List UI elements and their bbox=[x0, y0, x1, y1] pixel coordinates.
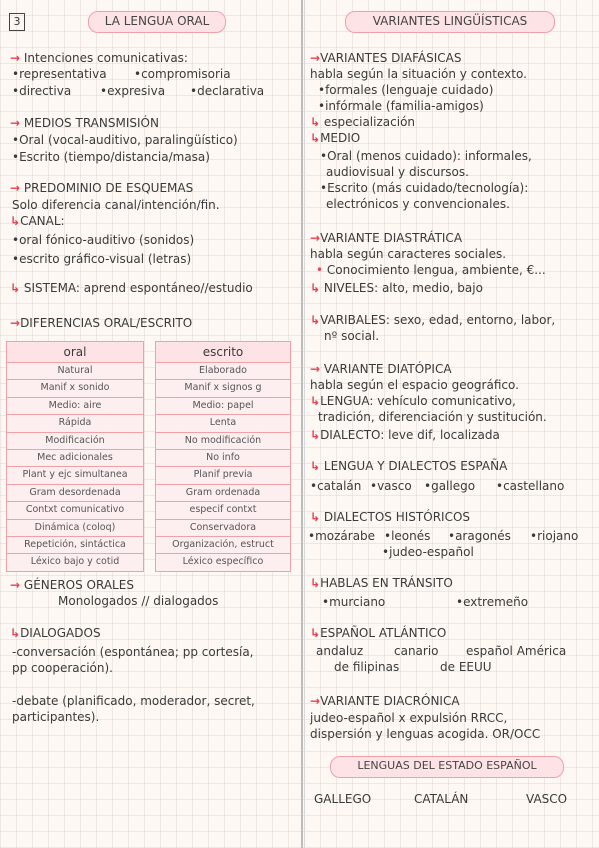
conversacion-line: -conversación (espontánea; pp cortesía, bbox=[12, 645, 254, 659]
oral-table-cell: Plant y ejc simultanea bbox=[7, 467, 143, 484]
predominio-line: Solo diferencia canal/intención/fin. bbox=[12, 198, 220, 212]
diatopica-line: habla según el espacio geográfico. bbox=[310, 378, 519, 392]
historico-item: •mozárabe bbox=[308, 529, 376, 543]
dialogados-heading: ↳DIALOGADOS bbox=[10, 626, 101, 640]
atlantico-item: español América bbox=[466, 644, 567, 658]
estado-item: CATALÁN bbox=[414, 792, 469, 806]
escrito-table-cell: Conservadora bbox=[156, 520, 290, 537]
lengua-dialectos-heading: ↳ LENGUA Y DIALECTOS ESPAÑA bbox=[310, 459, 508, 473]
oral-table-cell: Gram desordenada bbox=[7, 485, 143, 502]
variables-line: ↳VARIBALES: sexo, edad, entorno, labor, bbox=[310, 313, 556, 327]
estado-title: LENGUAS DEL ESTADO ESPAÑOL bbox=[330, 756, 564, 778]
escrito-table-cell: Manif x signos g bbox=[156, 380, 290, 397]
arrow-icon: → bbox=[10, 116, 21, 130]
diafasicas-item: •formales (lenguaje cuidado) bbox=[318, 83, 494, 97]
diastratica-heading: →VARIANTE DIASTRÁTICA bbox=[310, 231, 463, 245]
diacronica-line: judeo-español x expulsión RRCC, bbox=[310, 711, 508, 725]
escrito-table-cell: Medio: papel bbox=[156, 398, 290, 415]
escrito-table-cell: Elaborado bbox=[156, 363, 290, 380]
diafasicas-line: habla según la situación y contexto. bbox=[310, 67, 527, 81]
page-divider-shadow bbox=[304, 0, 305, 848]
oral-table-cell: Medio: aire bbox=[7, 398, 143, 415]
escrito-table-cell: No info bbox=[156, 450, 290, 467]
oral-table-cell: Contxt comunicativo bbox=[7, 502, 143, 519]
atlantico-item: de EEUU bbox=[440, 660, 492, 674]
intenciones-heading: → Intenciones comunicativas: bbox=[10, 51, 188, 65]
arrow-icon: → bbox=[10, 181, 21, 195]
historico-item: •leonés bbox=[384, 529, 431, 543]
especializacion-line: ↳ especialización bbox=[310, 115, 416, 129]
intenciones-item: •declarativa bbox=[190, 84, 265, 98]
lengua-line: ↳LENGUA: vehículo comunicativo, bbox=[310, 394, 516, 408]
niveles-line: ↳ NIVELES: alto, medio, bajo bbox=[310, 281, 483, 295]
atlantico-heading: ↳ESPAÑOL ATLÁNTICO bbox=[310, 626, 447, 640]
intenciones-item: •compromisoria bbox=[134, 67, 231, 81]
curved-arrow-icon: ↳ bbox=[310, 576, 321, 590]
medio-oral: •Oral (menos cuidado): informales, bbox=[320, 149, 532, 163]
escrito-table-cell: No modificación bbox=[156, 433, 290, 450]
oral-table-cell: Repetición, sintáctica bbox=[7, 537, 143, 554]
curved-arrow-icon: ↳ bbox=[310, 115, 321, 129]
lengua-item: •catalán bbox=[310, 479, 362, 493]
estado-item: GALLEGO bbox=[314, 792, 372, 806]
intenciones-item: •representativa bbox=[12, 67, 107, 81]
escrito-table bbox=[155, 341, 291, 572]
page-number: 3 bbox=[9, 13, 25, 31]
generos-heading: → GÉNEROS ORALES bbox=[10, 578, 134, 592]
oral-table-header: oral bbox=[7, 342, 143, 363]
medios-heading: → MEDIOS TRANSMISIÓN bbox=[10, 116, 159, 130]
lengua-item: •vasco bbox=[370, 479, 412, 493]
escrito-table-cell: especif contxt bbox=[156, 502, 290, 519]
arrow-icon: → bbox=[310, 231, 321, 245]
medio-oral: audiovisual y discursos. bbox=[326, 165, 469, 179]
arrow-icon: → bbox=[10, 316, 21, 330]
curved-arrow-icon: ↳ bbox=[10, 214, 21, 228]
canal-item: •oral fónico-auditivo (sonidos) bbox=[12, 233, 195, 247]
estado-item: VASCO bbox=[526, 792, 568, 806]
transito-item: •murciano bbox=[322, 595, 386, 609]
diastratica-item: • Conocimiento lengua, ambiente, €... bbox=[316, 263, 546, 277]
dialecto-line: ↳DIALECTO: leve dif, localizada bbox=[310, 428, 500, 442]
debate-line: participantes). bbox=[12, 710, 100, 724]
atlantico-item: de filipinas bbox=[334, 660, 400, 674]
transito-item: •extremeño bbox=[456, 595, 529, 609]
arrow-icon: → bbox=[10, 578, 21, 592]
medio-heading: ↳MEDIO bbox=[310, 131, 361, 145]
arrow-icon: → bbox=[310, 51, 321, 65]
oral-table-cell: Modificación bbox=[7, 433, 143, 450]
medio-escrito: •Escrito (más cuidado/tecnología): bbox=[320, 181, 529, 195]
oral-table-cell: Rápida bbox=[7, 415, 143, 432]
diafasicas-heading: →VARIANTES DIAFÁSICAS bbox=[310, 51, 462, 65]
left-title: LA LENGUA ORAL bbox=[88, 11, 226, 33]
sistema-line: ↳ SISTEMA: aprend espontáneo//estudio bbox=[10, 281, 253, 295]
variables-line: nº social. bbox=[324, 329, 380, 343]
historico-item: •aragonés bbox=[448, 529, 511, 543]
atlantico-item: canario bbox=[394, 644, 439, 658]
generos-sub: Monologados // dialogados bbox=[58, 594, 219, 608]
predominio-heading: → PREDOMINIO DE ESQUEMAS bbox=[10, 181, 194, 195]
curved-arrow-icon: ↳ bbox=[310, 131, 321, 145]
lengua-line: tradición, diferenciación y sustitución. bbox=[318, 410, 547, 424]
transito-heading: ↳HABLAS EN TRÁNSITO bbox=[310, 576, 453, 590]
escrito-table-cell: Léxico específico bbox=[182, 556, 264, 568]
diacronica-heading: →VARIANTE DIACRÓNICA bbox=[310, 694, 460, 708]
diastratica-line: habla según caracteres sociales. bbox=[310, 247, 507, 261]
debate-line: -debate (planificado, moderador, secret, bbox=[12, 694, 255, 708]
historicos-heading: ↳ DIALECTOS HISTÓRICOS bbox=[310, 510, 471, 524]
atlantico-item: andaluz bbox=[316, 644, 364, 658]
medios-item: •Oral (vocal-auditivo, paralingüístico) bbox=[12, 133, 238, 147]
curved-arrow-icon: ↳ bbox=[310, 281, 321, 295]
curved-arrow-icon: ↳ bbox=[310, 313, 321, 327]
oral-table-cell: Dinámica (coloq) bbox=[7, 520, 143, 537]
oral-table-cell: Mec adicionales bbox=[7, 450, 143, 467]
intenciones-item: •directiva bbox=[12, 84, 72, 98]
historico-item: •judeo-español bbox=[382, 545, 474, 559]
oral-table-cell: Natural bbox=[7, 363, 143, 380]
arrow-icon: → bbox=[310, 362, 321, 376]
curved-arrow-icon: ↳ bbox=[310, 428, 321, 442]
medio-escrito: electrónicos y convencionales. bbox=[326, 197, 510, 211]
escrito-table-header: escrito bbox=[156, 342, 290, 363]
escrito-table-cell: Lenta bbox=[156, 415, 290, 432]
lengua-item: •gallego bbox=[424, 479, 476, 493]
diatopica-heading: → VARIANTE DIATÓPICA bbox=[310, 362, 452, 376]
diferencias-heading: →DIFERENCIAS ORAL/ESCRITO bbox=[10, 316, 193, 330]
diafasicas-item: •infórmale (familia-amigos) bbox=[318, 99, 484, 113]
escrito-table-cell: Gram ordenada bbox=[156, 485, 290, 502]
diacronica-line: dispersión y lenguas acogida. OR/OCC bbox=[310, 727, 541, 741]
curved-arrow-icon: ↳ bbox=[310, 510, 321, 524]
arrow-icon: → bbox=[310, 694, 321, 708]
curved-arrow-icon: ↳ bbox=[310, 394, 321, 408]
oral-table-cell: Manif x sonido bbox=[7, 380, 143, 397]
curved-arrow-icon: ↳ bbox=[10, 281, 21, 295]
page-divider bbox=[301, 0, 303, 848]
historico-item: •riojano bbox=[530, 529, 579, 543]
canal-heading: ↳CANAL: bbox=[10, 214, 65, 228]
oral-table bbox=[6, 341, 144, 572]
arrow-icon: → bbox=[10, 51, 21, 65]
escrito-table-cell: Organización, estruct bbox=[156, 537, 290, 554]
escrito-table-cell: Planif previa bbox=[156, 467, 290, 484]
oral-table-cell: Léxico bajo y cotid bbox=[30, 556, 120, 568]
curved-arrow-icon: ↳ bbox=[310, 626, 321, 640]
lengua-item: •castellano bbox=[496, 479, 565, 493]
intenciones-item: •expresiva bbox=[100, 84, 166, 98]
curved-arrow-icon: ↳ bbox=[10, 626, 21, 640]
medios-item: •Escrito (tiempo/distancia/masa) bbox=[12, 150, 210, 164]
conversacion-line: pp cooperación). bbox=[12, 661, 113, 675]
right-title: VARIANTES LINGÜÍSTICAS bbox=[345, 11, 555, 33]
curved-arrow-icon: ↳ bbox=[310, 459, 321, 473]
canal-item: •escrito gráfico-visual (letras) bbox=[12, 252, 192, 266]
